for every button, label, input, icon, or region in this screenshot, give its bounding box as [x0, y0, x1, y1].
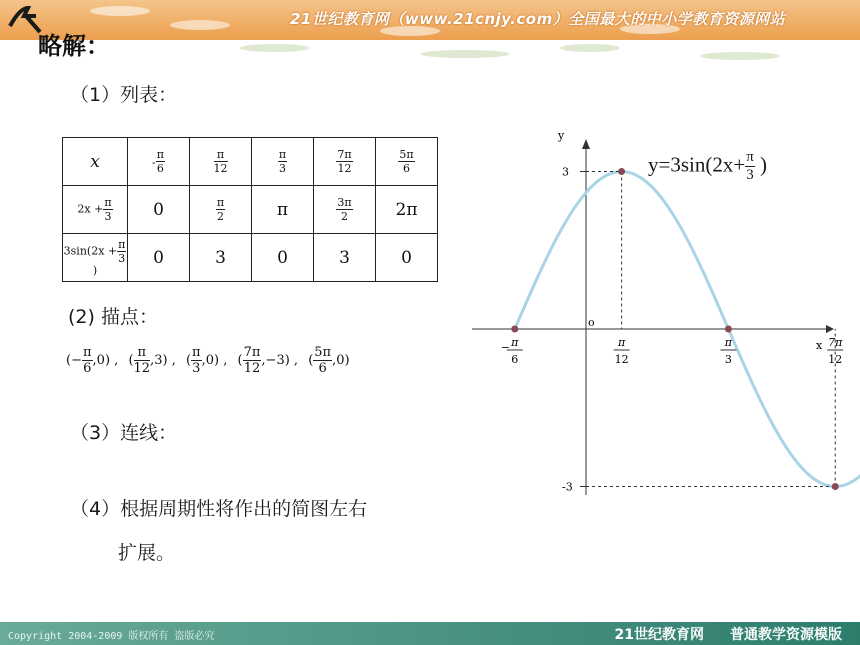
footer-brand-site: 21世纪教育网 — [614, 627, 704, 643]
x-tick-numerator: π — [617, 336, 626, 349]
table-cell: 0 — [376, 234, 438, 282]
step-1-label: （1）列表： — [70, 84, 178, 106]
table-cell: $\frac{\pi}{2}$ — [190, 186, 252, 234]
x-tick-numerator: π — [724, 336, 733, 349]
x-tick-denominator: 6 — [511, 353, 519, 366]
table-cell: 0 — [128, 186, 190, 234]
leaf-decoration — [170, 20, 230, 30]
point-item: ( $\frac{5\pi}{6}$ ,0) — [308, 345, 350, 376]
table-row-angle — [63, 186, 438, 234]
point-item: ( $\frac{\pi}{12}$ ,3) , — [128, 345, 176, 376]
table-cell: $\frac{3\pi}{2}$ — [314, 186, 376, 234]
key-point — [511, 326, 518, 333]
table-header-angle: 2x + $\frac{\pi}{3}$ — [63, 186, 128, 234]
x-tick-label — [827, 336, 843, 366]
x-tick-label — [614, 336, 630, 366]
table-cell: $\frac{\pi}{12}$ — [190, 138, 252, 186]
step-4-label: （4）根据周期性将作出的简图左右 — [70, 498, 368, 520]
table-cell: 0 — [252, 234, 314, 282]
x-axis-arrow-icon — [826, 325, 834, 333]
table-cell: $\frac{7\pi}{12}$ — [314, 138, 376, 186]
x-tick-numerator: π — [511, 336, 519, 349]
table-cell: 0 — [128, 234, 190, 282]
y-tick-label: -3 — [562, 480, 573, 494]
header-banner — [0, 0, 860, 40]
value-table — [62, 137, 438, 282]
key-point — [725, 326, 732, 333]
formula-label: y=3sin(2x+ $\frac{\pi}{3}$ ) — [648, 149, 768, 183]
table-cell: 3 — [314, 234, 376, 282]
background-leaf — [420, 50, 510, 58]
key-point — [618, 168, 625, 175]
table-cell: π — [252, 186, 314, 234]
point-item: (− $\frac{\pi}{6}$ ,0) , — [66, 345, 119, 376]
footer-brand — [589, 624, 842, 644]
page-title: 略解： — [38, 32, 110, 60]
table-cell: $\frac{5\pi}{6}$ — [376, 138, 438, 186]
sine-graph — [470, 125, 843, 515]
graph-axes — [472, 129, 834, 495]
origin-label: o — [588, 316, 595, 329]
x-axis-label: x — [816, 339, 823, 352]
x-tick-denominator: 3 — [724, 353, 732, 366]
step-2-label: (2) 描点： — [68, 306, 158, 328]
step-4-continuation: 扩展。 — [118, 542, 176, 564]
point-item: ( $\frac{\pi}{3}$ ,0) , — [185, 345, 228, 376]
x-tick-sign: − — [500, 341, 511, 354]
points-list — [66, 346, 356, 375]
background-leaf — [560, 44, 620, 52]
key-point — [832, 483, 839, 490]
x-tick-denominator: 12 — [828, 353, 843, 366]
table-cell: - $\frac{\pi}{6}$ — [128, 138, 190, 186]
table-cell: 2π — [376, 186, 438, 234]
table-cell: 3 — [190, 234, 252, 282]
table-row-x — [63, 138, 438, 186]
point-item: ( $\frac{7\pi}{12}$ ,−3) , — [237, 345, 299, 376]
table-cell: $\frac{\pi}{3}$ — [252, 138, 314, 186]
y-tick-label: 3 — [562, 165, 569, 179]
background-leaf — [700, 52, 780, 60]
y-axis-label: y — [558, 129, 565, 142]
step-3-label: （3）连线： — [70, 422, 178, 444]
footer-bar — [0, 622, 860, 645]
x-tick-label — [501, 336, 523, 366]
table-row-value — [63, 234, 438, 282]
leaf-decoration — [90, 6, 150, 16]
table-header-value: 3sin(2x + $\frac{\pi}{3}$ ) — [63, 234, 128, 282]
x-tick-numerator: 7π — [828, 336, 843, 349]
footer-brand-template: 普通教学资源模版 — [730, 627, 842, 643]
y-axis-arrow-icon — [582, 139, 590, 149]
background-leaf — [240, 44, 310, 52]
x-tick-denominator: 12 — [614, 353, 629, 366]
table-header-x: x — [63, 138, 128, 186]
copyright-text: Copyright 2004-2009 版权所有 盗版必究 — [8, 631, 215, 642]
banner-text: 21世纪教育网（www.21cnjy.com）全国最大的中小学教育资源网站 — [290, 10, 786, 28]
